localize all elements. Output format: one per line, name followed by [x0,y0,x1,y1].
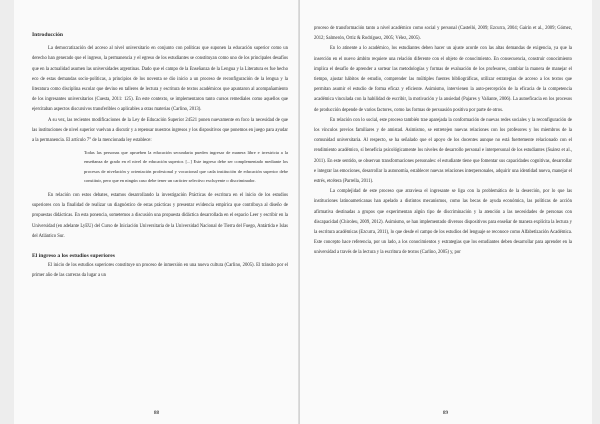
left-page [14,0,300,424]
block-quote: Todas las personas que aprueben la educación secundaria pueden ingresar de manera libre e irrestricta a la enseñanza de grado en el nivel de educación superior. [...] Este ingreso debe ser complementado mediante los procesos de nivelación y orientación profesional y vocacional que cada institución de educación superior debe constituir, pero que en ningún caso debe tener un carácter selectivo excluyente o discriminador. [84,150,288,183]
paragraph: En relación con lo social, este proceso también trae aparejada la conformación de nuevas redes sociales y la reconfiguración de los vínculos previos familiares y de amistad. Asimismo, se entretejen nuevas relaciones con los profesores y los miembros de la comunidad universitaria. Al respecto, se ha señalado que el apoyo de los docentes aunque no está fuertemente relacionado con el rendimiento académico, sí beneficia psicológicamente los niveles de desarrollo personal e interpersonal de los estudiantes (Suárez et al., 2011). En este sentido, se observan transformaciones personales: el estudiante tiene que fomentar sus capacidades cognitivas, desarrollar e integrar las emociones, desarrollar la autonomía, establecer nuevas relaciones interpersonales, adquirir una identidad nueva, manejar el estrés, etcétera (Parrella, 2011). [314,117,572,185]
section-heading-introduccion: Introducción [32,32,63,38]
paragraph: proceso de transformación tanto a nivel académico como social y personal (Castelló, 2009; Ezcurra, 2004; Gairín et al., 2009; Gómez, 2012; Salmerón, Ortiz & Rodríguez, 2005; Vélez, 2005). [314,26,572,42]
right-page [300,0,592,424]
paragraph: La democratización del acceso al nivel universitario en conjunto con políticas que suponen la educación superior como un derecho han generado que el ingreso, la permanencia y el egreso de los estudiantes se constituyan como uno de los principales desafíos que en la actualidad asumen las universidades argentinas. Dado que el campo de la Enseñanza de la Lengua y la Literatura es fue hecho eco de estas demandas socio-políticas, a principios de los noventa se dio inicio a un proceso de reconfiguración de la lengua y la literatura como disciplina escolar que devino en talleres de lectura y escritura de textos académicos que apuntaron al acompañamiento de los ingresantes universitarios (Cuesta, 2011: 125). En este contexto, se implementaron tanto cursos remediales como aquellos que ejercitaban aspectos discursivos transferibles o aplicables a otras materias (Carlino, 2013). [32,46,288,113]
section-heading-ingreso: El ingreso a los estudios superiores [32,253,115,260]
page-number: 88 [154,411,159,416]
paragraph: El inicio de los estudios superiores constituye un proceso de inmersión en una nueva cultura (Carlino, 2005). El tránsito por el primer año de las carreras da lugar a un [32,263,288,279]
paragraph: En lo atinente a lo académico, los estudiantes deben hacer un ajuste acorde con las altas demandas de exigencia, ya que la inserción en el nuevo ámbito requiere una relación diferente con el objeto de conocimiento. En consecuencia, construir conocimiento implica el desafío de aprender a sortear las metodologías y formas de evaluación de los profesores, cambiar la manera de manejar el tiempo, ajustar hábitos de estudio, comprender las múltiples fuentes bibliográficas, utilizar estrategias de acceso a los textos que permitan asumir el estudio de forma eficaz y eficiente. Asimismo, intervienen la auto-percepción de la eficacia de la competencia académica vinculada con la habilidad de escribir, la motivación y la ansiedad (Pajares y Valiante, 2006). La autoeficacia en los procesos de producción depende de varios factores, como las formas de persuasión positiva por parte de otros. [314,46,572,113]
paragraph: En relación con estos debates, estamos desarrollando la investigación Prácticas de escritura en el inicio de los estudios superiores con la finalidad de realizar un diagnóstico de estas prácticas y presentar evidencia empírica que contribuya al diseño de propuestas didácticas. En esta ponencia, sometemos a discusión una propuesta didáctica desarrollada en el espacio Leer y escribir en la Universidad (en adelante LyEU) del Curso de Iniciación Universitaria de la Universidad Nacional de Tierra del Fuego, Antártida e Islas del Atlántico Sur. [32,193,288,239]
page-number: 89 [443,411,448,416]
paragraph: La complejidad de este proceso que atraviesa el ingresante se liga con la problemática de la deserción, por lo que las instituciones latinoamericanas han apelado a distintos mecanismos, como las becas de ayuda económica, las políticas de acción afirmativa destinadas a grupos que experimentan algún tipo de discriminación y la atención a las necesidades de personas con discapacidad (Chiroleu, 2009, 2012). Asimismo, se han implementado diversos dispositivos para enseñar de manera explícita la lectura y la escritura académicas (Ezcurra, 2011), lo que desde el campo de los estudios del lenguaje se reconoce como Alfabetización Académica. Este concepto hace referencia, por un lado, a los conocimientos y estrategias que los estudiantes deben desarrollar para aprender en la universidad a través de la lectura y la escritura de textos (Carlino, 2005) y, por [314,189,572,256]
paragraph: A su vez, las recientes modificaciones de la Ley de Educación Superior 24521 ponen nuevamente en foco la necesidad de que las instituciones de nivel superior vuelvan a discutir y a repensar nuestros ingresos y los dispositivos que ponemos en juego para ayudar a la permanencia. El artículo 7° de la mencionada ley establece: [32,117,288,144]
